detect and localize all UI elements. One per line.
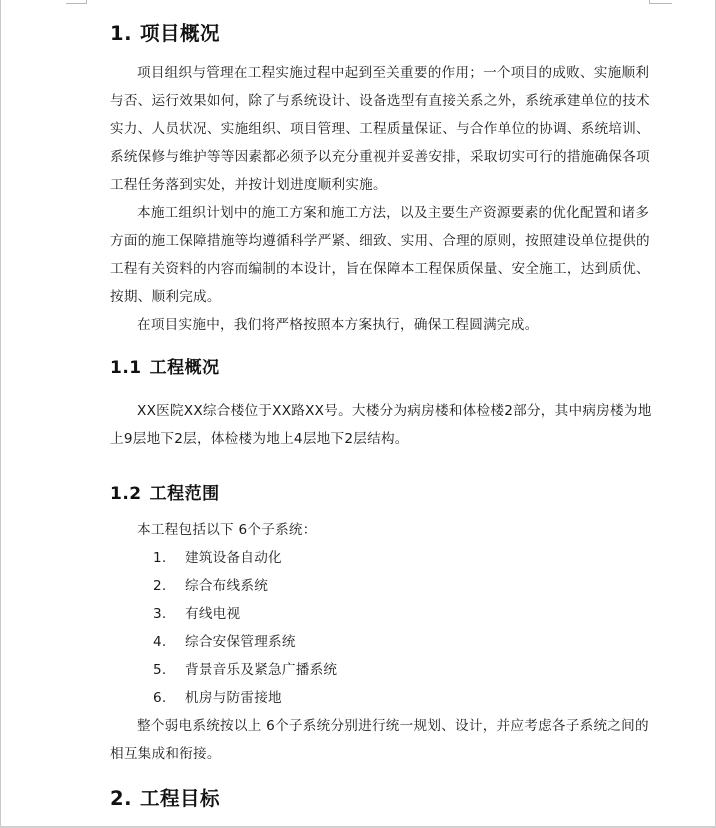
list-item-label: 有线电视 <box>185 606 241 622</box>
list-item-number: 2. <box>153 578 167 594</box>
list-item <box>153 656 337 684</box>
heading-number: 1.1 <box>110 358 142 378</box>
heading-number: 2. <box>110 787 132 810</box>
list-item-number: 5. <box>153 662 167 678</box>
list-item-label: 背景音乐及紧急广播系统 <box>185 662 338 678</box>
heading-section-2 <box>110 783 655 811</box>
list-item-label: 综合布线系统 <box>185 578 269 594</box>
paragraph: 本施工组织计划中的施工方案和施工方法，以及主要生产资源要素的优化配置和诸多方面的施工保障措施等均遵循科学严紧、细致、实用、合理的原则，按照建设单位提供的工程有关资料的内容而编制的本设计，旨在保障本工程保质保量、安全施工，达到质优、按期、顺利完成。 <box>110 205 650 305</box>
list-item-number: 6. <box>153 690 167 706</box>
list-item-label: 机房与防雷接地 <box>185 690 282 706</box>
list-item <box>153 628 296 656</box>
crop-mark-top-right <box>650 3 672 4</box>
heading-text: 工程目标 <box>139 787 220 810</box>
heading-number: 1.2 <box>110 484 142 504</box>
heading-text: 工程范围 <box>149 484 220 504</box>
heading-text: 项目概况 <box>139 22 220 45</box>
list-item-number: 1. <box>153 550 167 566</box>
list-item <box>153 544 282 572</box>
page-left-edge <box>0 0 1 828</box>
list-item <box>153 572 268 600</box>
crop-mark-top-left-vertical <box>86 0 87 4</box>
list-item-label: 综合安保管理系统 <box>185 634 296 650</box>
paragraph: 在项目实施中，我们将严格按照本方案执行，确保工程圆满完成。 <box>137 317 539 333</box>
paragraph: 本工程包括以下 6个子系统： <box>137 522 317 538</box>
paragraph: 整个弱电系统按以上 6个子系统分别进行统一规划、设计，并应考虑各子系统之间的相互集成和衔接。 <box>110 718 649 762</box>
heading-section-1-1 <box>110 353 655 378</box>
heading-number: 1. <box>110 22 132 45</box>
paragraph: 项目组织与管理在工程实施过程中起到至关重要的作用；一个项目的成败、实施顺利与否、运行效果如何，除了与系统设计、设备选型有直接关系之外，系统承建单位的技术实力、人员状况、实施组织、项目管理、工程质量保证、与合作单位的协调、系统培训、系统保修与维护等等因素都必须予以充分重视并妥善安排，采取切实可行的措施确保各项工程任务落到实处，并按计划进度顺利实施。 <box>110 65 650 193</box>
heading-section-1 <box>110 18 655 46</box>
list-item-number: 3. <box>153 606 167 622</box>
list-item-number: 4. <box>153 634 167 650</box>
heading-section-1-2 <box>110 479 655 504</box>
crop-mark-top-left <box>66 3 86 4</box>
heading-text: 工程概况 <box>149 358 220 378</box>
paragraph: XX医院XX综合楼位于XX路XX号。大楼分为病房楼和体检楼2部分，其中病房楼为地上9层地下2层，体检楼为地上4层地下2层结构。 <box>110 403 652 447</box>
crop-mark-top-right-vertical <box>649 0 650 4</box>
list-item-label: 建筑设备自动化 <box>185 550 282 566</box>
list-item <box>153 600 240 628</box>
list-item <box>153 684 282 712</box>
